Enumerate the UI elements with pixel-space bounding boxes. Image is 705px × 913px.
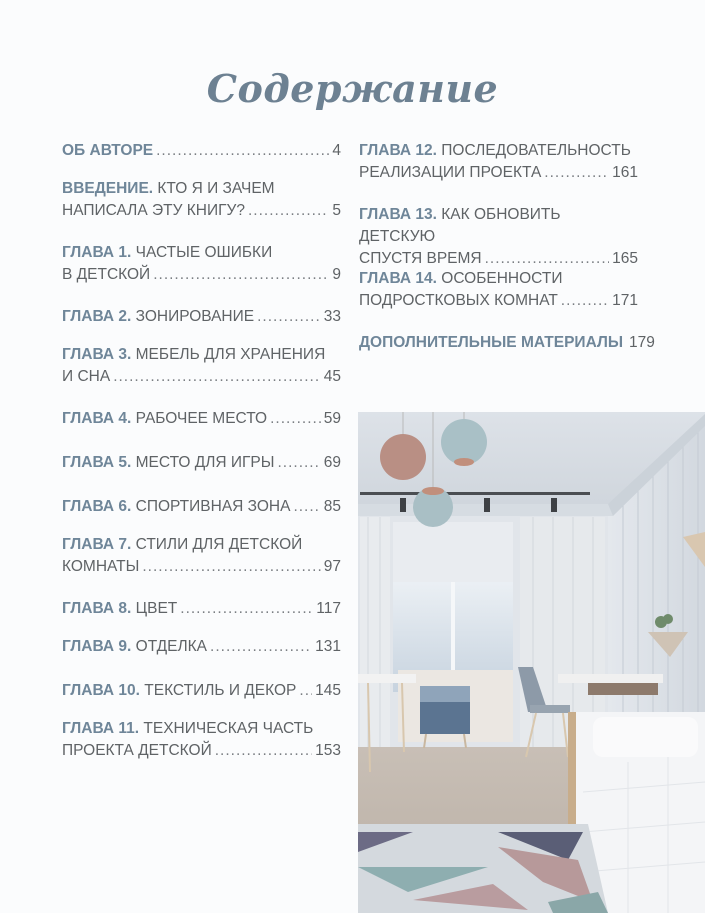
toc-entry[interactable] <box>359 268 638 312</box>
toc-entry-line <box>359 268 638 290</box>
toc-entry-line <box>62 452 341 474</box>
dot-leader <box>561 290 609 312</box>
toc-entry-line <box>62 264 341 286</box>
toc-entry[interactable] <box>62 452 341 474</box>
dot-leader <box>113 366 321 388</box>
dot-leader <box>277 452 320 474</box>
toc-entry-prefix: ГЛАВА 8. <box>62 600 132 617</box>
toc-entry-title: ЦВЕТ <box>135 600 178 617</box>
toc-entry[interactable] <box>359 140 638 184</box>
toc-page-number: 33 <box>323 308 341 325</box>
toc-entry-line <box>359 162 638 184</box>
toc-entry[interactable] <box>62 306 341 328</box>
toc-entry-line <box>62 556 341 578</box>
toc-entry-text <box>62 306 254 328</box>
toc-entry-prefix: ГЛАВА 13. <box>359 206 437 223</box>
toc-entry-title: ЗОНИРОВАНИЕ <box>135 308 255 325</box>
toc-page-number: 153 <box>315 742 341 759</box>
toc-entry-prefix: ГЛАВА 7. <box>62 536 132 553</box>
toc-entry-title: РАБОЧЕЕ МЕСТО <box>135 410 268 427</box>
toc-page-number: 97 <box>323 558 341 575</box>
toc-entry-text <box>62 452 274 474</box>
toc-entry-title: ПОДРОСТКОВЫХ КОМНАТ <box>359 292 558 309</box>
toc-entry-title: ОСОБЕННОСТИ <box>441 270 563 287</box>
toc-page-number: 179 <box>629 334 655 351</box>
toc-entry-line <box>359 204 638 248</box>
toc-entry-prefix: ГЛАВА 12. <box>359 142 437 159</box>
toc-entry-title: МЕСТО ДЛЯ ИГРЫ <box>135 454 275 471</box>
toc-entry-title: СПОРТИВНАЯ ЗОНА <box>135 498 291 515</box>
toc-entry-title: КТО Я И ЗАЧЕМ <box>157 180 275 197</box>
toc-entry-title: И СНА <box>62 368 111 385</box>
toc-entry[interactable] <box>62 496 341 518</box>
toc-entry-prefix: ВВЕДЕНИЕ. <box>62 180 154 197</box>
toc-entry-title: ОТДЕЛКА <box>135 638 208 655</box>
toc-entry-text <box>62 366 110 388</box>
toc-entry-prefix: ГЛАВА 9. <box>62 638 132 655</box>
toc-entry-text <box>62 264 150 286</box>
dot-leader <box>299 680 312 702</box>
toc-entry-prefix: ГЛАВА 5. <box>62 454 132 471</box>
toc-entry-title: СТИЛИ ДЛЯ ДЕТСКОЙ <box>135 536 303 553</box>
toc-page-number: 9 <box>332 266 341 283</box>
toc-page-number: 4 <box>332 142 341 159</box>
toc-entry-title: ПОСЛЕДОВАТЕЛЬНОСТЬ <box>441 142 631 159</box>
toc-entry-text <box>359 248 482 270</box>
toc-entry-text <box>62 740 212 762</box>
toc-entry-title: КОМНАТЫ <box>62 558 140 575</box>
toc-entry-prefix: ГЛАВА 3. <box>62 346 132 363</box>
toc-entry-line <box>62 366 341 388</box>
toc-page-number: 117 <box>316 600 341 617</box>
toc-entry-text <box>62 556 139 578</box>
toc-entry-text <box>62 496 290 518</box>
toc-entry-title: НАПИСАЛА ЭТУ КНИГУ? <box>62 202 245 219</box>
toc-page-number: 161 <box>612 164 638 181</box>
toc-entry[interactable] <box>62 598 341 620</box>
dot-leader <box>248 200 329 222</box>
kids-room-illustration <box>358 412 705 913</box>
toc-entry-title: МЕБЕЛЬ ДЛЯ ХРАНЕНИЯ <box>135 346 326 363</box>
toc-entry-line <box>359 290 638 312</box>
toc-entry-line <box>62 534 341 556</box>
toc-entry-line <box>359 140 638 162</box>
toc-entry[interactable] <box>62 680 341 702</box>
toc-entry[interactable] <box>62 140 341 162</box>
toc-entry[interactable] <box>62 636 341 658</box>
toc-entry-prefix: ГЛАВА 4. <box>62 410 132 427</box>
toc-page-number: 69 <box>323 454 341 471</box>
toc-entry-title: ПРОЕКТА ДЕТСКОЙ <box>62 742 212 759</box>
toc-entry[interactable] <box>62 408 341 430</box>
toc-entry[interactable] <box>62 718 341 762</box>
toc-entry-line <box>62 200 341 222</box>
toc-entry-text <box>62 200 245 222</box>
toc-entry[interactable] <box>62 534 341 578</box>
dot-leader <box>270 408 321 430</box>
dot-leader <box>293 496 320 518</box>
toc-page-number: 165 <box>612 250 638 267</box>
toc-entry[interactable] <box>62 242 341 286</box>
toc-entry-title: В ДЕТСКОЙ <box>62 266 151 283</box>
toc-entry-line <box>359 248 638 270</box>
toc-entry-line <box>62 140 341 162</box>
toc-entry-title: РЕАЛИЗАЦИИ ПРОЕКТА <box>359 164 542 181</box>
toc-entry-title: ТЕХНИЧЕСКАЯ ЧАСТЬ <box>143 720 314 737</box>
toc-entry-line <box>62 408 341 430</box>
toc-entry-line <box>62 740 341 762</box>
toc-entry[interactable] <box>359 204 638 270</box>
toc-entry-title: СПУСТЯ ВРЕМЯ <box>359 250 482 267</box>
toc-entry-line <box>62 496 341 518</box>
toc-entry-prefix: ОБ АВТОРЕ <box>62 142 154 159</box>
dot-leader <box>142 556 320 578</box>
toc-entry-prefix: ГЛАВА 2. <box>62 308 132 325</box>
toc-page-number: 45 <box>323 368 341 385</box>
page-title: Содержание <box>206 66 499 111</box>
toc-entry[interactable] <box>62 344 341 388</box>
toc-page-number: 171 <box>612 292 638 309</box>
toc-entry-title: ТЕКСТИЛЬ И ДЕКОР <box>144 682 297 699</box>
toc-page-number: 131 <box>315 638 341 655</box>
toc-entry-text <box>62 140 153 162</box>
dot-leader <box>210 636 312 658</box>
toc-entry-text <box>359 162 541 184</box>
toc-entry-line <box>359 332 655 354</box>
toc-entry-prefix: ГЛАВА 6. <box>62 498 132 515</box>
toc-page-number: 145 <box>315 682 341 699</box>
toc-entry-line <box>62 242 341 264</box>
toc-entry-title: КАК ОБНОВИТЬ ДЕТСКУЮ <box>359 206 561 245</box>
toc-entry-line <box>62 344 341 366</box>
toc-page-number: 59 <box>323 410 341 427</box>
dot-leader <box>153 264 329 286</box>
toc-entry-prefix: ДОПОЛНИТЕЛЬНЫЕ МАТЕРИАЛЫ <box>359 334 624 351</box>
toc-entry-title: ЧАСТЫЕ ОШИБКИ <box>135 244 273 261</box>
toc-entry-line <box>62 636 341 658</box>
toc-entry-prefix: ГЛАВА 10. <box>62 682 140 699</box>
toc-entry-text <box>359 290 558 312</box>
dot-leader <box>180 598 313 620</box>
toc-page-number: 5 <box>332 202 341 219</box>
dot-leader <box>544 162 609 184</box>
toc-entry-text <box>359 332 623 354</box>
toc-entry-text <box>62 408 267 430</box>
toc-entry-prefix: ГЛАВА 1. <box>62 244 132 261</box>
dot-leader <box>485 248 610 270</box>
toc-entry-text <box>62 598 177 620</box>
interior-photo <box>358 412 705 913</box>
toc-entry-prefix: ГЛАВА 11. <box>62 720 140 737</box>
toc-entry[interactable] <box>359 332 655 354</box>
toc-entry-text <box>62 636 207 658</box>
toc-entry-prefix: ГЛАВА 14. <box>359 270 437 287</box>
toc-entry-line <box>62 178 341 200</box>
toc-entry-text <box>62 680 296 702</box>
dot-leader <box>215 740 312 762</box>
toc-entry-line <box>62 598 341 620</box>
toc-entry[interactable] <box>62 178 341 222</box>
toc-entry-line <box>62 306 341 328</box>
dot-leader <box>257 306 321 328</box>
dot-leader <box>156 140 329 162</box>
toc-entry-line <box>62 718 341 740</box>
toc-page-number: 85 <box>323 498 341 515</box>
toc-entry-line <box>62 680 341 702</box>
